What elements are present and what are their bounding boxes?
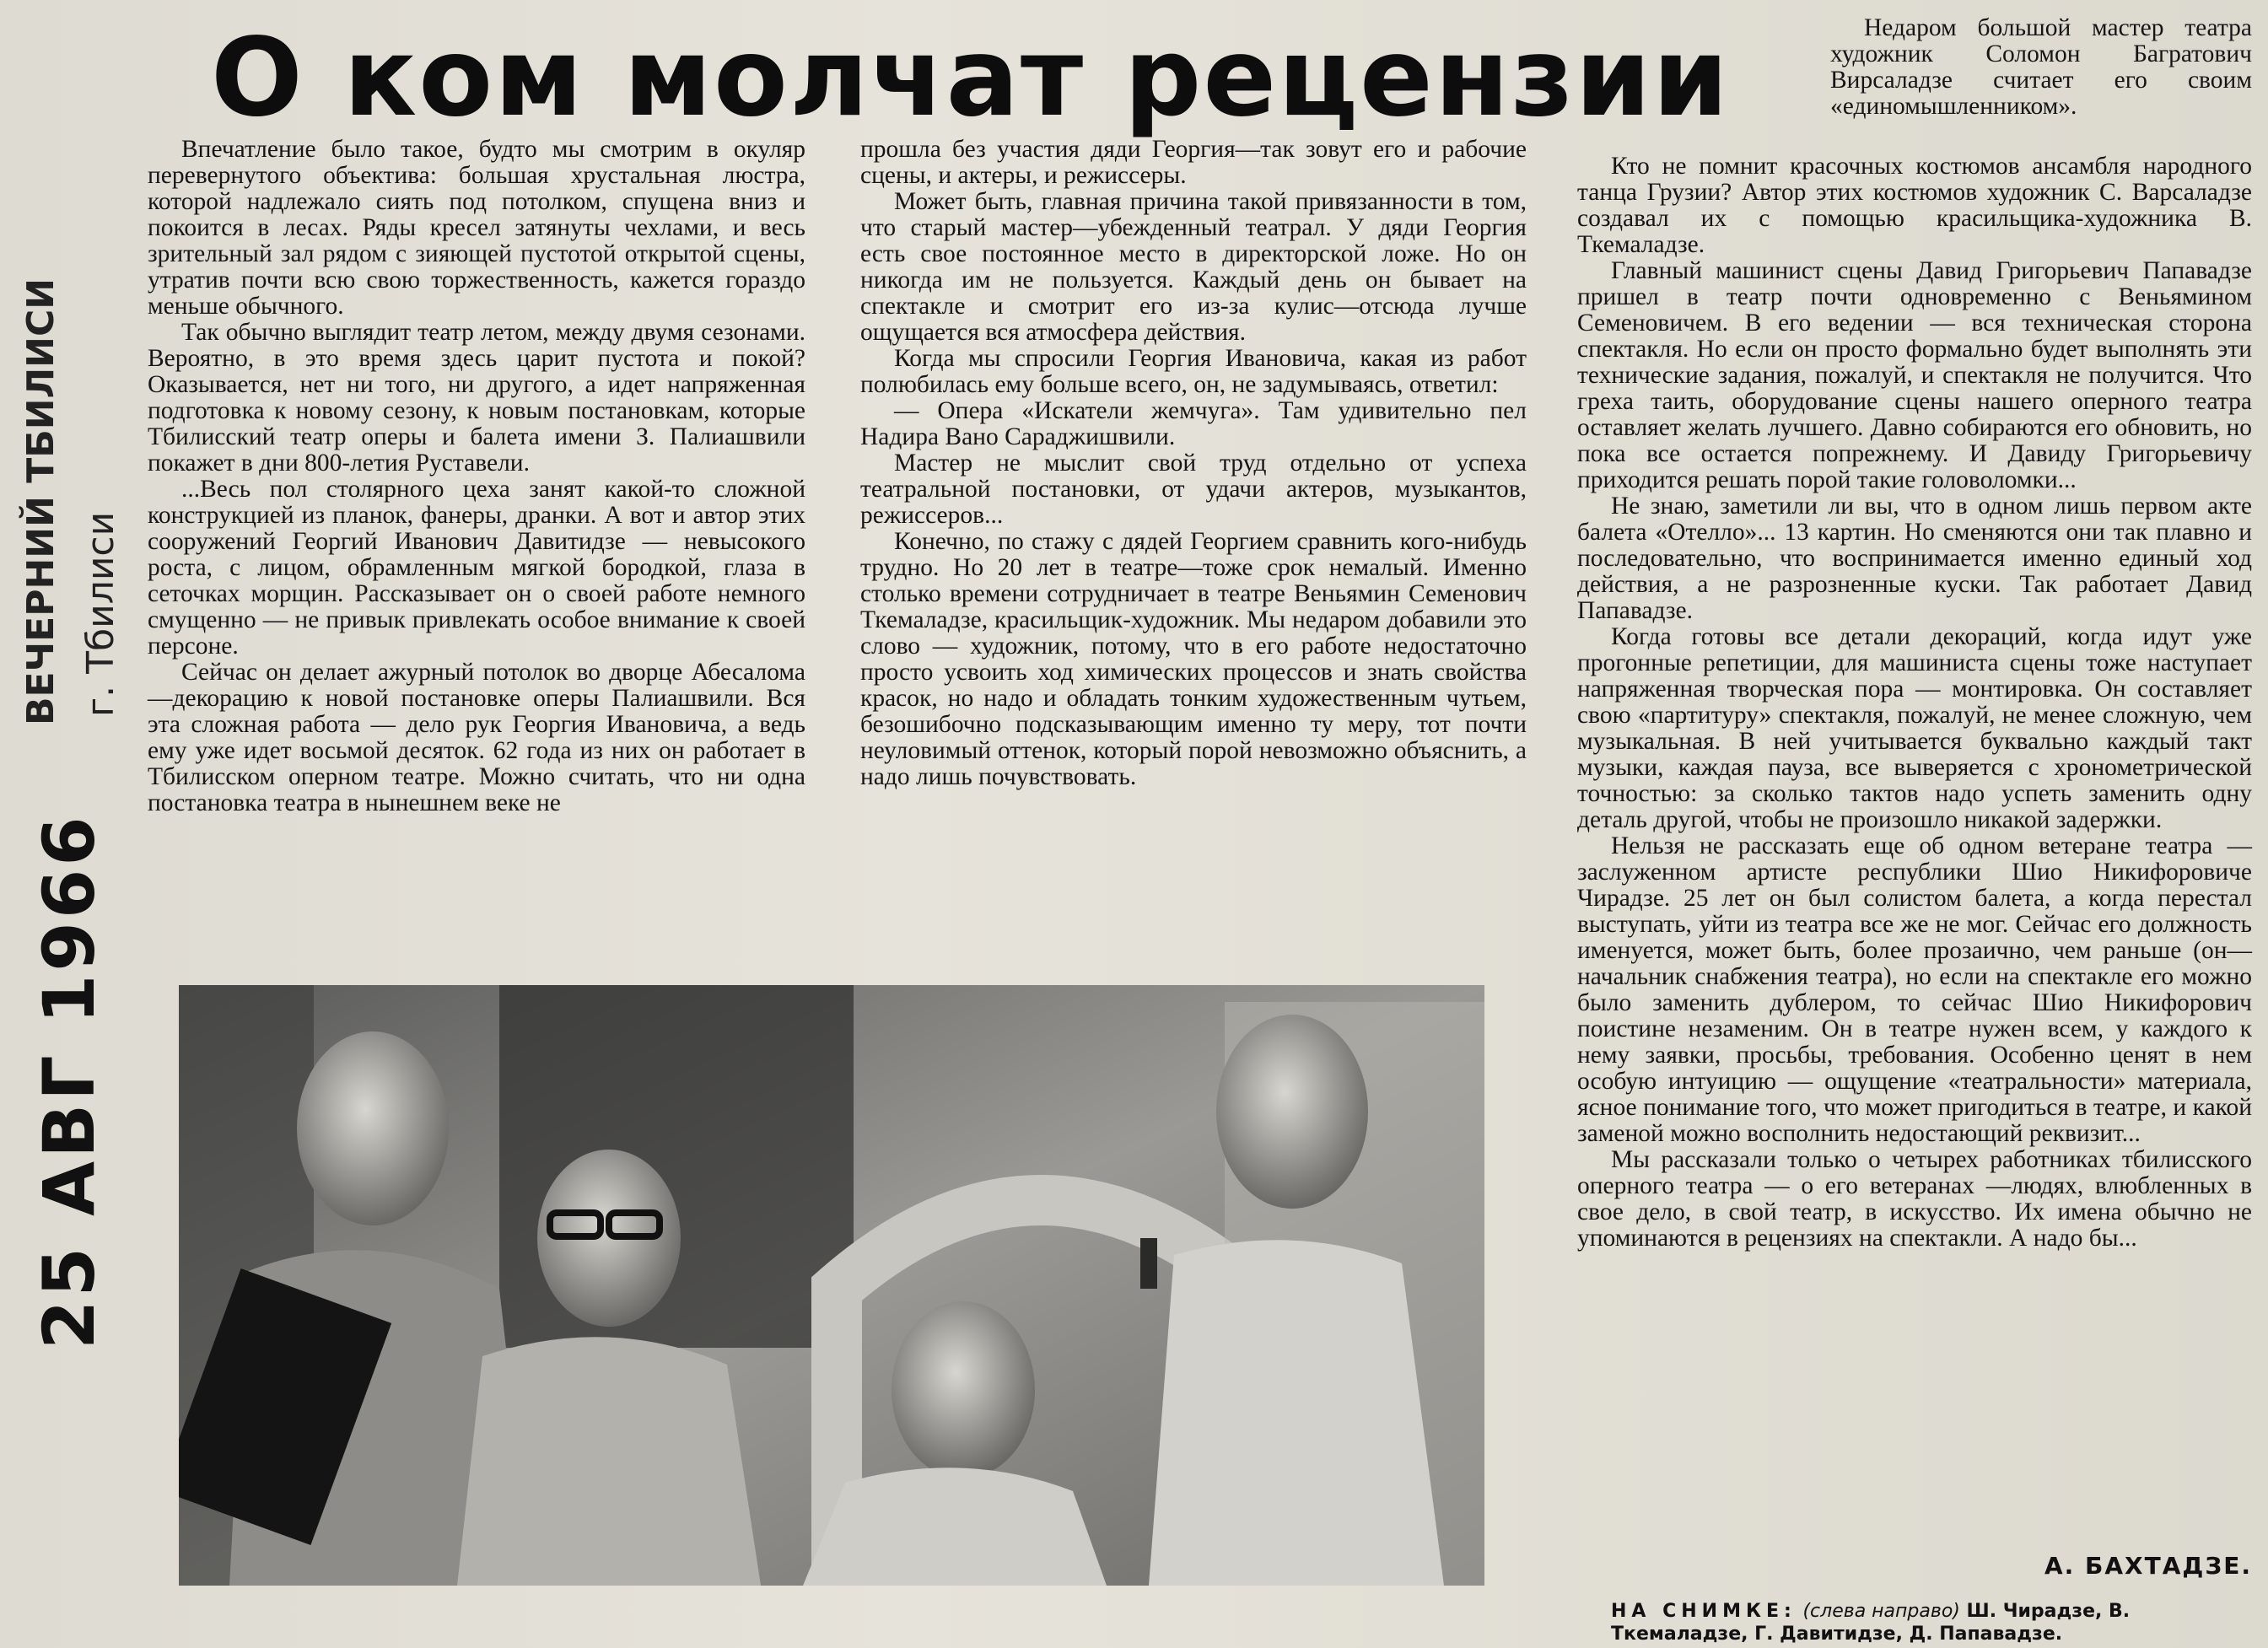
paragraph: Когда мы спросили Георгия Ивановича, какая из работ полюбилась ему больше всего, он, не задумываясь, ответил: bbox=[860, 345, 1527, 398]
caption-lead: НА СНИМКЕ: bbox=[1611, 1601, 1797, 1622]
photo-illustration bbox=[179, 985, 1484, 1586]
paragraph: Мастер не мыслит свой труд отдельно от успеха театральной постановки, от удачи актеров, музыкантов, режиссеров... bbox=[860, 450, 1527, 529]
photo-caption bbox=[1611, 1600, 2252, 1648]
paragraph: Так обычно выглядит театр летом, между двумя сезонами. Вероятно, в это время здесь царит пустота и покой? Оказывается, нет ни того, ни другого, а идет напряженная подготовка к новому сезону, к новым постановкам, которые Тбилисский театр оперы и балета имени З. Палиашвили покажет в дни 800-летия Руставели. bbox=[148, 319, 805, 477]
paragraph: Кто не помнит красочных костюмов ансамбля народного танца Грузии? Автор этих костюмов художник С. Варсаладзе создавал их с помощью красильщика-художника В. Ткемаладзе. bbox=[1577, 153, 2252, 258]
paragraph: ...Весь пол столярного цеха занят какой-то сложной конструкцией из планок, фанеры, дранки. А вот и автор этих сооружений Георгий Иванович Давитидзе — невысокого роста, с лицом, обрамленным мягкой бородкой, глаза в сеточках морщин. Рассказывает он о своей работе немного смущенно — не привык привлекать особое внимание к своей персоне. bbox=[148, 476, 805, 660]
paragraph: — Опера «Искатели жемчуга». Там удивительно пел Надира Вано Сараджишвили. bbox=[860, 397, 1527, 450]
paragraph: Когда готовы все детали декораций, когда идут уже прогонные репетиции, для машиниста сцены тоже наступает напряженная творческая пора — монтировка. Он составляет свою «партитуру» спектакля, пожалуй, не менее сложную, чем музыкальная. В ней учитывается буквально каждый такт музыки, каждая пауза, все выверяется с хронометрической точностью: за сколько тактов надо успеть заменить одну деталь другой, чтобы не произошло никакой задержки. bbox=[1577, 623, 2252, 833]
paragraph: Может быть, главная причина такой привязанности в том, что старый мастер—убежденный театрал. У дяди Георгия есть свое постоянное место в директорской ложе. Но он никогда им не пользуется. Каждый день он бывает на спектакле и смотрит его из-за кулис—отсюда лучше ощущается вся атмосфера действия. bbox=[860, 188, 1527, 346]
paragraph: Мы рассказали только о четырех работниках тбилисского оперного театра — о его ветеранах —людях, влюбленных в свое дело, в свой театр, в искусство. Их имена обычно не упоминаются в рецензиях на спектакли. А надо бы... bbox=[1577, 1146, 2252, 1252]
city-stamp: г. Тбилиси bbox=[79, 511, 122, 717]
date-stamp: 25 АВГ 1966 bbox=[28, 813, 110, 1349]
author-signature: А. БАХТАДЗЕ. bbox=[2044, 1552, 2252, 1580]
paragraph: Конечно, по стажу с дядей Георгием сравнить кого-нибудь трудно. Но 20 лет в театре—тоже срок немалый. Именно столько времени сотрудничает в театре Веньямин Семенович Ткемаладзе, красильщик-художник. Мы недаром добавили это слово — художник, потому, что в его работе недостаточно просто усвоить ход химических процессов и знать свойства красок, но надо и обладать тонким художественным чутьем, безошибочно подсказывающим именно ту меру, тот почти неуловимый оттенок, который порой невозможно объяснить, а надо лишь почувствовать. bbox=[860, 528, 1527, 790]
newspaper-name-stamp: ВЕЧЕРНИЙ ТБИЛИСИ bbox=[19, 277, 62, 725]
article-column-2 bbox=[860, 137, 1527, 790]
paragraph: Не знаю, заметили ли вы, что в одном лишь первом акте балета «Отелло»... 13 картин. Но сменяются они так плавно и последовательно, что воспринимается именно единый ход действия, а не разрозненные куски. Так работает Давид Папавадзе. bbox=[1577, 493, 2252, 624]
paragraph: Нельзя не рассказать еще об одном ветеране театра — заслуженном артисте республики Шио Никифоровиче Чирадзе. 25 лет он был солистом балета, а когда перестал выступать, уйти из театра все же не мог. Сейчас его должность именуется, может быть, более прозаично, чем раньше (он—начальник снабжения театра), но если на спектакле его можно было заменить дублером, то сейчас Шио Никифорович поистине незаменим. Он в театре нужен всем, у каждого к нему заявки, просьбы, требования. Особенно ценят в нем особую интуицию — ощущение «театральности» материала, ясное понимание того, что может пригодиться в театре, и какой заменой можно восполнить недостающий реквизит... bbox=[1577, 832, 2252, 1147]
article-column-3 bbox=[1577, 153, 2252, 1252]
paragraph: Впечатление было такое, будто мы смотрим в окуляр перевернутого объектива: большая хрустальная люстра, которой надлежало сиять под потолком, спущена вниз и покоится в лесах. Ряды кресел затянуты чехлами, и весь зрительный зал рядом с зияющей пустотой открытой сцены, утратив почти всю свою торжественность, кажется гораздо меньше обычного. bbox=[148, 136, 805, 320]
article-column-1 bbox=[148, 137, 805, 816]
caption-names: Ш. Чирадзе, В. Ткемаладзе, Г. Давитидзе, Д. Папавадзе. bbox=[1611, 1601, 2131, 1645]
headline: О ком молчат рецензии bbox=[211, 15, 1730, 141]
paragraph: Сейчас он делает ажурный потолок во дворце Абесалома—декорацию к новой постановке оперы Палиашвили. Вся эта сложная работа — дело рук Георгия Ивановича, а ведь ему уже идет восьмой десяток. 62 года из них он работает в Тбилисском оперном театре. Можно считать, что ни одна постановка театра в нынешнем веке не bbox=[148, 659, 805, 816]
caption-direction: (слева направо) bbox=[1802, 1601, 1960, 1622]
article-column-3-top bbox=[1830, 15, 2252, 120]
paragraph: прошла без участия дяди Георгия—так зовут его и рабочие сцены, и актеры, и режиссеры. bbox=[860, 136, 1527, 189]
paragraph: Недаром большой мастер театра художник Соломон Багратович Вирсаладзе считает его своим «единомышленником». bbox=[1830, 14, 2252, 120]
paragraph: Главный машинист сцены Давид Григорьевич Папавадзе пришел в театр почти одновременно с Веньямином Семеновичем. В его ведении — вся техническая сторона спектакля. Но если он просто формально будет выполнять эти технические задания, пожалуй, и спектакля не получится. Что греха таить, оборудование сцены нашего оперного театра оставляет желать лучшего. Давно собираются его обновить, но пока все остается попрежнему. И Давиду Григорьевичу приходится решать порой такие головоломки... bbox=[1577, 257, 2252, 493]
group-photo bbox=[179, 985, 1484, 1586]
